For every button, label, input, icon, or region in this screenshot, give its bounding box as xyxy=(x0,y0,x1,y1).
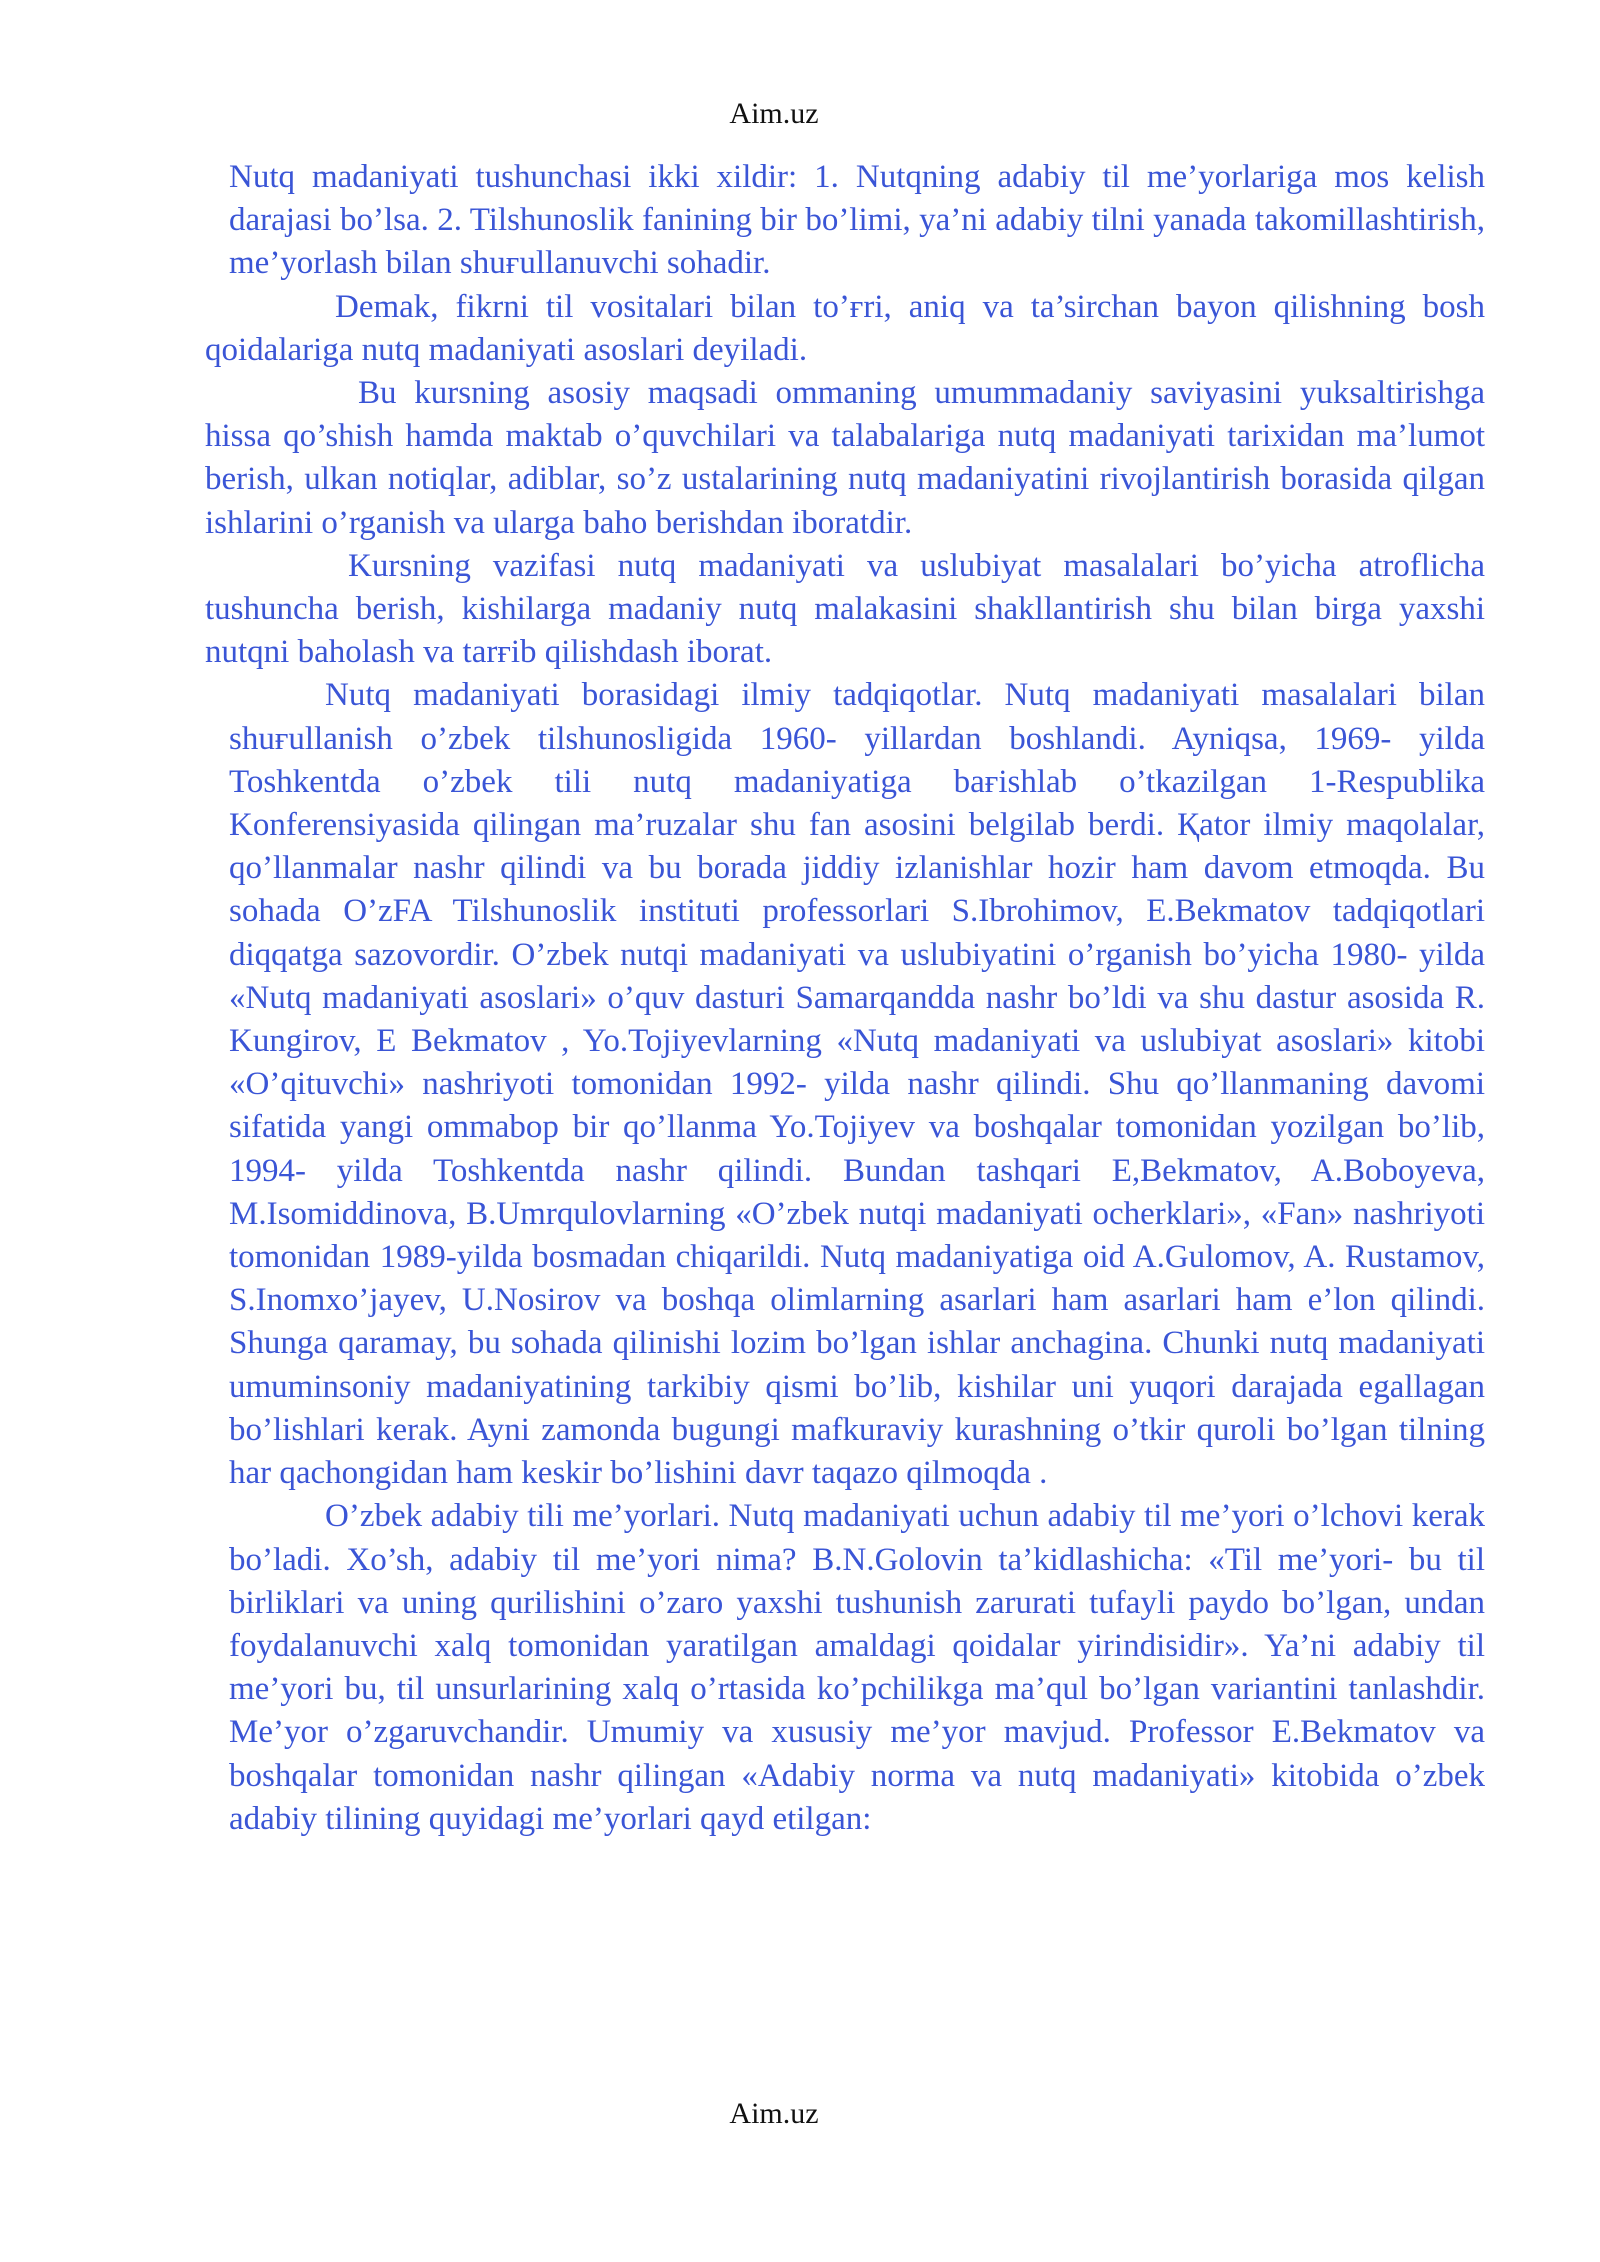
document-body xyxy=(0,156,1600,1841)
paragraph-research: Nutq madaniyati borasidagi ilmiy tadqiqotlar. Nutq madaniyati masalalari bilan shuғullanish o’zbek tilshunosligida 1960- yillardan boshlandi. Ayniqsa, 1969- yilda Toshkentda o’zbek tili nutq madaniyatiga baғishlab o’tkazilgan 1-Respublika Konferensiyasida qilingan ma’ruzalar shu fan asosini belgilab berdi. Қator ilmiy maqolalar, qo’llanmalar nashr qilindi va bu borada jiddiy izlanishlar hozir ham davom etmoqda. Bu sohada O’zFA Tilshunoslik instituti professorlari S.Ibrohimov, E.Bekmatov tadqiqotlari diqqatga sazovordir. O’zbek nutqi madaniyati va uslubiyatini o’rganish bo’yicha 1980- yilda «Nutq madaniyati asoslari» o’quv dasturi Samarqandda nashr bo’ldi va shu dastur asosida R. Kungirov, E Bekmatov , Yo.Tojiyevlarning «Nutq madaniyati va uslubiyat asoslari» kitobi «O’qituvchi» nashriyoti tomonidan 1992- yilda nashr qilindi. Shu qo’llanmaning davomi sifatida yangi ommabop bir qo’llanma Yo.Tojiyev va boshqalar tomonidan yozilgan bo’lib, 1994- yilda Toshkentda nashr qilindi. Bundan tashqari E,Bekmatov, A.Boboyeva, M.Isomiddinova, B.Umrqulovlarning «O’zbek nutqi madaniyati ocherklari», «Fan» nashriyoti tomonidan 1989-yilda bosmadan chiqarildi. Nutq madaniyatiga oid A.Gulomov, A. Rustamov, S.Inomxo’jayev, U.Nosirov va boshqa olimlarning asarlari ham asarlari ham e’lon qilindi. Shunga qaramay, bu sohada qilinishi lozim bo’lgan ishlar anchagina. Chunki nutq madaniyati umuminsoniy madaniyatining tarkibiy qismi bo’lib, kishilar uni yuqori darajada egallagan bo’lishlari kerak. Ayni zamonda bugungi mafkuraviy kurashning o’tkir quroli bo’lgan tilning har qachongidan ham keskir bo’lishini davr taqazo qilmoqda . xyxy=(229,677,1485,1492)
page-footer: Aim.uz xyxy=(729,2097,819,2130)
paragraph-demak: Demak, fikrni til vositalari bilan to’ғri, aniq va ta’sirchan bayon qilishning bosh qoidalariga nutq madaniyati asoslari deyiladi. xyxy=(205,288,1485,368)
page-header: Aim.uz xyxy=(729,97,819,130)
paragraph-definition: Nutq madaniyati tushunchasi ikki xildir: 1. Nutqning adabiy til me’yorlariga mos kelish darajasi bo’lsa. 2. Tilshunoslik fanining bir bo’limi, ya’ni adabiy tilni yanada takomillashtirish, me’yorlash bilan shuғullanuvchi sohadir. xyxy=(229,159,1485,282)
paragraph-norms: O’zbek adabiy tili me’yorlari. Nutq madaniyati uchun adabiy til me’yori o’lchovi kerak bo’ladi. Xo’sh, adabiy til me’yori nima? B.N.Golovin ta’kidlashicha: «Til me’yori- bu til birliklari va uning qurilishini o’zaro yaxshi tushunish zarurati tufayli paydo bo’lgan, undan foydalanuvchi xalq tomonidan yaratilgan amaldagi qoidalar yirindisidir». Ya’ni adabiy til me’yori bu, til unsurlarining xalq o’rtasida ko’pchilikga ma’qul bo’lgan variantini tanlashdir. Me’yor o’zgaruvchandir. Umumiy va xususiy me’yor mavjud. Professor E.Bekmatov va boshqalar tomonidan nashr qilingan «Adabiy norma va nutq madaniyati» kitobida o’zbek adabiy tilining quyidagi me’yorlari qayd etilgan: xyxy=(229,1498,1485,1837)
paragraph-course-goal: Bu kursning asosiy maqsadi ommaning umummadaniy saviyasini yuksaltirishga hissa qo’shish hamda maktab o’quvchilari va talabalariga nutq madaniyati tarixidan ma’lumot berish, ulkan notiqlar, adiblar, so’z ustalarining nutq madaniyatini rivojlantirish borasida qilgan ishlarini o’rganish va ularga baho berishdan iboratdir. xyxy=(205,375,1485,541)
paragraph-course-task: Kursning vazifasi nutq madaniyati va uslubiyat masalalari bo’yicha atroflicha tushuncha berish, kishilarga madaniy nutq malakasini shakllantirish shu bilan birga yaxshi nutqni baholash va tarғib qilishdash iborat. xyxy=(205,547,1485,671)
